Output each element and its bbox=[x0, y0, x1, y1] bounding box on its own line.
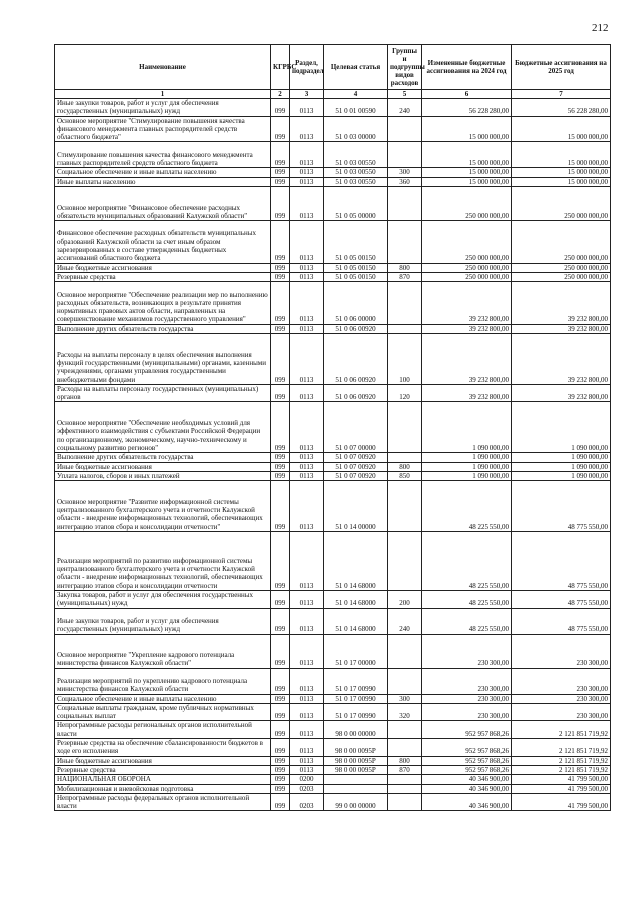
table-row bbox=[55, 384, 611, 402]
row-amount-2025: 15 000 000,00 bbox=[512, 168, 611, 177]
row-kgrbs: 099 bbox=[271, 471, 290, 480]
row-section: 0113 bbox=[290, 186, 324, 220]
row-amount-2024: 250 000 000,00 bbox=[422, 263, 512, 272]
row-section: 0113 bbox=[290, 756, 324, 765]
row-amount-2025: 230 300,00 bbox=[512, 694, 611, 703]
row-name: Стимулирование повышения качества финансового менеджмента главных распорядителей средств областного бюджета bbox=[55, 142, 271, 168]
row-name: Мобилизационная и вневойсковая подготовка bbox=[55, 784, 271, 793]
row-section: 0113 bbox=[290, 263, 324, 272]
row-amount-2025: 41 799 500,00 bbox=[512, 784, 611, 793]
row-name: Непрограммные расходы федеральных органов исполнительной власти bbox=[55, 793, 271, 811]
table-row bbox=[55, 703, 611, 721]
row-target: 51 0 17 00990 bbox=[324, 703, 388, 721]
row-kgrbs: 099 bbox=[271, 694, 290, 703]
table-row bbox=[55, 221, 611, 264]
row-kgrbs: 099 bbox=[271, 608, 290, 634]
row-name: Выполнение других обязательств государства bbox=[55, 453, 271, 462]
row-amount-2024: 15 000 000,00 bbox=[422, 142, 512, 168]
row-name: Реализация мероприятий по развитию информационной системы централизованного бухгалтерского учета и отчетности Калужской области - внедрение информационных технологий, обеспечивающих интеграцию этапов сбора и консолидации отчетности bbox=[55, 531, 271, 590]
row-kgrbs: 099 bbox=[271, 177, 290, 186]
row-amount-2025: 48 775 550,00 bbox=[512, 591, 611, 609]
row-name: Иные закупки товаров, работ и услуг для обеспечения государственных (муниципальных) нужд bbox=[55, 608, 271, 634]
row-target: 51 0 06 00000 bbox=[324, 282, 388, 325]
row-section: 0113 bbox=[290, 272, 324, 281]
row-target: 51 0 05 00000 bbox=[324, 186, 388, 220]
row-section: 0113 bbox=[290, 116, 324, 142]
row-amount-2024: 48 225 550,00 bbox=[422, 481, 512, 532]
row-group bbox=[388, 775, 422, 784]
row-group: 200 bbox=[388, 591, 422, 609]
table-row bbox=[55, 177, 611, 186]
row-kgrbs: 099 bbox=[271, 668, 290, 694]
row-group: 240 bbox=[388, 608, 422, 634]
row-target: 51 0 07 00000 bbox=[324, 402, 388, 453]
row-name: Иные бюджетные ассигнования bbox=[55, 462, 271, 471]
row-name: Основное мероприятие "Финансовое обеспечение расходных обязательств муниципальных образований Калужской области" bbox=[55, 186, 271, 220]
row-target bbox=[324, 775, 388, 784]
row-group bbox=[388, 221, 422, 264]
row-section: 0113 bbox=[290, 591, 324, 609]
row-name: Расходы на выплаты персоналу государственных (муниципальных) органов bbox=[55, 384, 271, 402]
row-name: Иные бюджетные ассигнования bbox=[55, 263, 271, 272]
table-row bbox=[55, 471, 611, 480]
row-amount-2024: 40 346 900,00 bbox=[422, 784, 512, 793]
row-group bbox=[388, 453, 422, 462]
row-kgrbs: 099 bbox=[271, 739, 290, 757]
row-amount-2025: 15 000 000,00 bbox=[512, 116, 611, 142]
row-section: 0113 bbox=[290, 384, 324, 402]
row-amount-2025: 2 121 851 719,92 bbox=[512, 756, 611, 765]
row-amount-2025: 39 232 800,00 bbox=[512, 324, 611, 333]
row-amount-2024: 1 090 000,00 bbox=[422, 471, 512, 480]
row-amount-2025: 1 090 000,00 bbox=[512, 402, 611, 453]
row-name: Резервные средства bbox=[55, 272, 271, 281]
row-kgrbs: 099 bbox=[271, 116, 290, 142]
row-group: 100 bbox=[388, 334, 422, 385]
row-target: 51 0 17 00000 bbox=[324, 634, 388, 668]
row-section: 0113 bbox=[290, 739, 324, 757]
row-section: 0113 bbox=[290, 221, 324, 264]
row-kgrbs: 099 bbox=[271, 765, 290, 774]
column-number: 4 bbox=[324, 90, 388, 99]
row-amount-2025: 1 090 000,00 bbox=[512, 453, 611, 462]
row-group: 320 bbox=[388, 703, 422, 721]
row-kgrbs: 099 bbox=[271, 263, 290, 272]
row-name: Социальное обеспечение и иные выплаты населению bbox=[55, 694, 271, 703]
row-amount-2024: 952 957 868,26 bbox=[422, 765, 512, 774]
row-group: 850 bbox=[388, 471, 422, 480]
table-row bbox=[55, 739, 611, 757]
table-row bbox=[55, 99, 611, 117]
row-amount-2024: 40 346 900,00 bbox=[422, 793, 512, 811]
row-name: Резервные средства bbox=[55, 765, 271, 774]
row-section: 0113 bbox=[290, 334, 324, 385]
row-group: 800 bbox=[388, 756, 422, 765]
row-target: 98 0 00 0095Р bbox=[324, 765, 388, 774]
row-kgrbs: 099 bbox=[271, 334, 290, 385]
row-section: 0113 bbox=[290, 168, 324, 177]
row-kgrbs: 099 bbox=[271, 784, 290, 793]
row-kgrbs: 099 bbox=[271, 775, 290, 784]
row-name: Реализация мероприятий по укреплению кадрового потенциала министерства финансов Калужской области bbox=[55, 668, 271, 694]
row-kgrbs: 099 bbox=[271, 384, 290, 402]
row-amount-2025: 230 300,00 bbox=[512, 634, 611, 668]
row-group: 120 bbox=[388, 384, 422, 402]
row-amount-2024: 952 957 868,26 bbox=[422, 721, 512, 739]
row-target: 51 0 03 00550 bbox=[324, 177, 388, 186]
row-group: 240 bbox=[388, 99, 422, 117]
row-target: 51 0 14 00000 bbox=[324, 481, 388, 532]
row-name: Социальные выплаты гражданам, кроме публичных нормативных социальных выплат bbox=[55, 703, 271, 721]
row-amount-2025: 250 000 000,00 bbox=[512, 272, 611, 281]
row-target: 51 0 03 00000 bbox=[324, 116, 388, 142]
row-group: 300 bbox=[388, 694, 422, 703]
column-number: 5 bbox=[388, 90, 422, 99]
row-section: 0113 bbox=[290, 99, 324, 117]
row-section: 0203 bbox=[290, 784, 324, 793]
row-name: Выполнение других обязательств государства bbox=[55, 324, 271, 333]
row-group bbox=[388, 481, 422, 532]
table-row bbox=[55, 116, 611, 142]
row-name: Закупка товаров, работ и услуг для обеспечения государственных (муниципальных) нужд bbox=[55, 591, 271, 609]
table-row bbox=[55, 334, 611, 385]
row-target: 51 0 05 00150 bbox=[324, 272, 388, 281]
row-section: 0113 bbox=[290, 634, 324, 668]
table-row bbox=[55, 634, 611, 668]
row-kgrbs: 099 bbox=[271, 481, 290, 532]
table-row bbox=[55, 608, 611, 634]
row-amount-2025: 41 799 500,00 bbox=[512, 775, 611, 784]
row-target: 51 0 06 00920 bbox=[324, 324, 388, 333]
row-amount-2024: 39 232 800,00 bbox=[422, 384, 512, 402]
row-name: Иные бюджетные ассигнования bbox=[55, 756, 271, 765]
row-amount-2025: 39 232 800,00 bbox=[512, 384, 611, 402]
row-amount-2024: 39 232 800,00 bbox=[422, 324, 512, 333]
row-group bbox=[388, 784, 422, 793]
column-number: 7 bbox=[512, 90, 611, 99]
row-group bbox=[388, 116, 422, 142]
row-group bbox=[388, 324, 422, 333]
row-amount-2024: 1 090 000,00 bbox=[422, 453, 512, 462]
row-amount-2025: 230 300,00 bbox=[512, 703, 611, 721]
row-amount-2024: 39 232 800,00 bbox=[422, 334, 512, 385]
table-row bbox=[55, 694, 611, 703]
row-amount-2024: 250 000 000,00 bbox=[422, 272, 512, 281]
row-target: 51 0 17 00990 bbox=[324, 694, 388, 703]
row-amount-2025: 2 121 851 719,92 bbox=[512, 765, 611, 774]
table-header-row bbox=[55, 45, 611, 90]
column-number: 1 bbox=[55, 90, 271, 99]
row-group bbox=[388, 531, 422, 590]
row-amount-2025: 39 232 800,00 bbox=[512, 282, 611, 325]
table-row bbox=[55, 765, 611, 774]
header-name: Наименование bbox=[55, 45, 271, 90]
row-amount-2024: 230 300,00 bbox=[422, 634, 512, 668]
row-section: 0113 bbox=[290, 402, 324, 453]
header-y2024: Измененные бюджетные ассигнования на 2024 год bbox=[422, 45, 512, 90]
row-section: 0113 bbox=[290, 668, 324, 694]
row-amount-2024: 15 000 000,00 bbox=[422, 116, 512, 142]
header-section: Раздел, подраздел bbox=[290, 45, 324, 90]
budget-table bbox=[54, 44, 611, 811]
row-target: 51 0 05 00150 bbox=[324, 263, 388, 272]
table-row bbox=[55, 324, 611, 333]
row-section: 0113 bbox=[290, 721, 324, 739]
row-group: 360 bbox=[388, 177, 422, 186]
row-target: 51 0 05 00150 bbox=[324, 221, 388, 264]
row-amount-2024: 15 000 000,00 bbox=[422, 168, 512, 177]
row-target: 98 0 00 00000 bbox=[324, 721, 388, 739]
row-amount-2024: 48 225 550,00 bbox=[422, 608, 512, 634]
table-row bbox=[55, 402, 611, 453]
row-kgrbs: 099 bbox=[271, 99, 290, 117]
row-amount-2024: 230 300,00 bbox=[422, 694, 512, 703]
row-group: 870 bbox=[388, 765, 422, 774]
row-amount-2025: 230 300,00 bbox=[512, 668, 611, 694]
row-amount-2024: 952 957 868,26 bbox=[422, 739, 512, 757]
row-group bbox=[388, 186, 422, 220]
row-group bbox=[388, 142, 422, 168]
row-target: 98 0 00 0095Р bbox=[324, 756, 388, 765]
row-amount-2025: 39 232 800,00 bbox=[512, 334, 611, 385]
row-target: 51 0 01 00590 bbox=[324, 99, 388, 117]
row-section: 0113 bbox=[290, 608, 324, 634]
row-section: 0113 bbox=[290, 453, 324, 462]
row-amount-2025: 250 000 000,00 bbox=[512, 221, 611, 264]
row-section: 0113 bbox=[290, 694, 324, 703]
row-amount-2025: 48 775 550,00 bbox=[512, 481, 611, 532]
row-kgrbs: 099 bbox=[271, 793, 290, 811]
row-name: Иные закупки товаров, работ и услуг для обеспечения государственных (муниципальных) нужд bbox=[55, 99, 271, 117]
row-section: 0200 bbox=[290, 775, 324, 784]
row-name: Расходы на выплаты персоналу в целях обеспечения выполнения функций государственными (муниципальными) органами, казенными учреждениями, органами управления государственными внебюджетными фондами bbox=[55, 334, 271, 385]
row-kgrbs: 099 bbox=[271, 721, 290, 739]
row-name: НАЦИОНАЛЬНАЯ ОБОРОНА bbox=[55, 775, 271, 784]
row-amount-2024: 15 000 000,00 bbox=[422, 177, 512, 186]
row-target: 51 0 14 68000 bbox=[324, 608, 388, 634]
row-amount-2025: 2 121 851 719,92 bbox=[512, 739, 611, 757]
row-section: 0113 bbox=[290, 462, 324, 471]
row-group bbox=[388, 668, 422, 694]
row-kgrbs: 099 bbox=[271, 282, 290, 325]
row-group bbox=[388, 402, 422, 453]
row-target: 51 0 06 00920 bbox=[324, 334, 388, 385]
header-target: Целевая статья bbox=[324, 45, 388, 90]
table-body bbox=[55, 99, 611, 811]
row-name: Основное мероприятие "Обеспечение необходимых условий для эффективного взаимодействия с субъектами Российской Федерации по организационному, экономическому, научно-техническому и социальному развитию регионов" bbox=[55, 402, 271, 453]
table-row bbox=[55, 142, 611, 168]
row-name: Социальное обеспечение и иные выплаты населению bbox=[55, 168, 271, 177]
row-name: Основное мероприятие "Укрепление кадрового потенциала министерства финансов Калужской области" bbox=[55, 634, 271, 668]
row-name: Финансовое обеспечение расходных обязательств муниципальных образований Калужской области за счет иным образом зарезервированных в составе утвержденных бюджетных ассигнований областного бюджета bbox=[55, 221, 271, 264]
row-amount-2025: 15 000 000,00 bbox=[512, 177, 611, 186]
row-target bbox=[324, 784, 388, 793]
header-group: Группы и подгруппы видов расходов bbox=[388, 45, 422, 90]
row-kgrbs: 099 bbox=[271, 168, 290, 177]
table-row bbox=[55, 453, 611, 462]
row-kgrbs: 099 bbox=[271, 703, 290, 721]
row-amount-2025: 250 000 000,00 bbox=[512, 263, 611, 272]
row-amount-2024: 952 957 868,26 bbox=[422, 756, 512, 765]
row-section: 0113 bbox=[290, 177, 324, 186]
row-amount-2025: 41 799 500,00 bbox=[512, 793, 611, 811]
row-name: Непрограммные расходы региональных органов исполнительной власти bbox=[55, 721, 271, 739]
row-amount-2024: 1 090 000,00 bbox=[422, 462, 512, 471]
table-row bbox=[55, 186, 611, 220]
row-amount-2024: 48 225 550,00 bbox=[422, 531, 512, 590]
row-kgrbs: 099 bbox=[271, 462, 290, 471]
row-section: 0113 bbox=[290, 765, 324, 774]
row-amount-2024: 250 000 000,00 bbox=[422, 221, 512, 264]
row-name: Основное мероприятие "Стимулирование повышения качества финансового менеджмента главных распорядителей средств областного бюджета" bbox=[55, 116, 271, 142]
row-section: 0113 bbox=[290, 142, 324, 168]
row-kgrbs: 099 bbox=[271, 221, 290, 264]
row-target: 51 0 17 00990 bbox=[324, 668, 388, 694]
row-group bbox=[388, 721, 422, 739]
table-row bbox=[55, 168, 611, 177]
row-kgrbs: 099 bbox=[271, 634, 290, 668]
header-kgrbs: КГРБС bbox=[271, 45, 290, 90]
table-row bbox=[55, 775, 611, 784]
row-section: 0113 bbox=[290, 471, 324, 480]
row-section: 0113 bbox=[290, 703, 324, 721]
row-section: 0113 bbox=[290, 324, 324, 333]
row-target: 51 0 03 00550 bbox=[324, 168, 388, 177]
row-kgrbs: 099 bbox=[271, 453, 290, 462]
table-row bbox=[55, 481, 611, 532]
table-row bbox=[55, 668, 611, 694]
row-amount-2024: 56 228 280,00 bbox=[422, 99, 512, 117]
row-target: 98 0 00 0095Р bbox=[324, 739, 388, 757]
row-amount-2024: 40 346 900,00 bbox=[422, 775, 512, 784]
row-amount-2025: 1 090 000,00 bbox=[512, 471, 611, 480]
row-kgrbs: 099 bbox=[271, 531, 290, 590]
column-number-row bbox=[55, 90, 611, 99]
table-row bbox=[55, 756, 611, 765]
row-group bbox=[388, 282, 422, 325]
row-amount-2024: 230 300,00 bbox=[422, 668, 512, 694]
row-kgrbs: 099 bbox=[271, 591, 290, 609]
row-name: Основное мероприятие "Развитие информационной системы централизованного бухгалтерского учета и отчетности Калужской области - внедрение информационных технологий, обеспечивающих интеграцию этапов сбора и консолидации отчетности" bbox=[55, 481, 271, 532]
row-kgrbs: 099 bbox=[271, 272, 290, 281]
row-target: 51 0 07 00920 bbox=[324, 462, 388, 471]
row-group bbox=[388, 739, 422, 757]
row-amount-2025: 1 090 000,00 bbox=[512, 462, 611, 471]
table-row bbox=[55, 531, 611, 590]
row-amount-2024: 1 090 000,00 bbox=[422, 402, 512, 453]
table-row bbox=[55, 793, 611, 811]
row-amount-2025: 48 775 550,00 bbox=[512, 608, 611, 634]
column-number: 2 bbox=[271, 90, 290, 99]
row-group: 300 bbox=[388, 168, 422, 177]
row-amount-2024: 48 225 550,00 bbox=[422, 591, 512, 609]
row-kgrbs: 099 bbox=[271, 142, 290, 168]
row-name: Иные выплаты населению bbox=[55, 177, 271, 186]
row-target: 51 0 14 68000 bbox=[324, 531, 388, 590]
table-row bbox=[55, 784, 611, 793]
row-name: Резервные средства на обеспечение сбалансированности бюджетов в ходе его исполнения bbox=[55, 739, 271, 757]
table-row bbox=[55, 721, 611, 739]
row-amount-2025: 48 775 550,00 bbox=[512, 531, 611, 590]
row-amount-2024: 39 232 800,00 bbox=[422, 282, 512, 325]
row-kgrbs: 099 bbox=[271, 756, 290, 765]
table-row bbox=[55, 282, 611, 325]
row-name: Уплата налогов, сборов и иных платежей bbox=[55, 471, 271, 480]
row-section: 0113 bbox=[290, 481, 324, 532]
row-section: 0113 bbox=[290, 282, 324, 325]
row-group: 870 bbox=[388, 272, 422, 281]
row-target: 51 0 07 00920 bbox=[324, 471, 388, 480]
table-row bbox=[55, 263, 611, 272]
row-amount-2025: 250 000 000,00 bbox=[512, 186, 611, 220]
header-y2025: Бюджетные ассигнования на 2025 год bbox=[512, 45, 611, 90]
row-group: 800 bbox=[388, 462, 422, 471]
column-number: 3 bbox=[290, 90, 324, 99]
row-kgrbs: 099 bbox=[271, 324, 290, 333]
row-amount-2024: 250 000 000,00 bbox=[422, 186, 512, 220]
table-row bbox=[55, 272, 611, 281]
row-amount-2025: 56 228 280,00 bbox=[512, 99, 611, 117]
page-number: 212 bbox=[592, 22, 609, 34]
row-target: 51 0 03 00550 bbox=[324, 142, 388, 168]
row-group bbox=[388, 634, 422, 668]
row-group: 800 bbox=[388, 263, 422, 272]
row-group bbox=[388, 793, 422, 811]
row-target: 51 0 07 00920 bbox=[324, 453, 388, 462]
row-target: 99 0 00 00000 bbox=[324, 793, 388, 811]
row-target: 51 0 06 00920 bbox=[324, 384, 388, 402]
row-amount-2025: 2 121 851 719,92 bbox=[512, 721, 611, 739]
table-row bbox=[55, 462, 611, 471]
row-section: 0203 bbox=[290, 793, 324, 811]
row-kgrbs: 099 bbox=[271, 186, 290, 220]
row-amount-2025: 15 000 000,00 bbox=[512, 142, 611, 168]
row-name: Основное мероприятие "Обеспечение реализации мер по выполнению расходных обязательств, возникающих в результате принятия нормативных правовых актов области, направленных на совершенствование механизмов государственного управления" bbox=[55, 282, 271, 325]
row-section: 0113 bbox=[290, 531, 324, 590]
row-target: 51 0 14 68000 bbox=[324, 591, 388, 609]
table-row bbox=[55, 591, 611, 609]
column-number: 6 bbox=[422, 90, 512, 99]
row-kgrbs: 099 bbox=[271, 402, 290, 453]
row-amount-2024: 230 300,00 bbox=[422, 703, 512, 721]
